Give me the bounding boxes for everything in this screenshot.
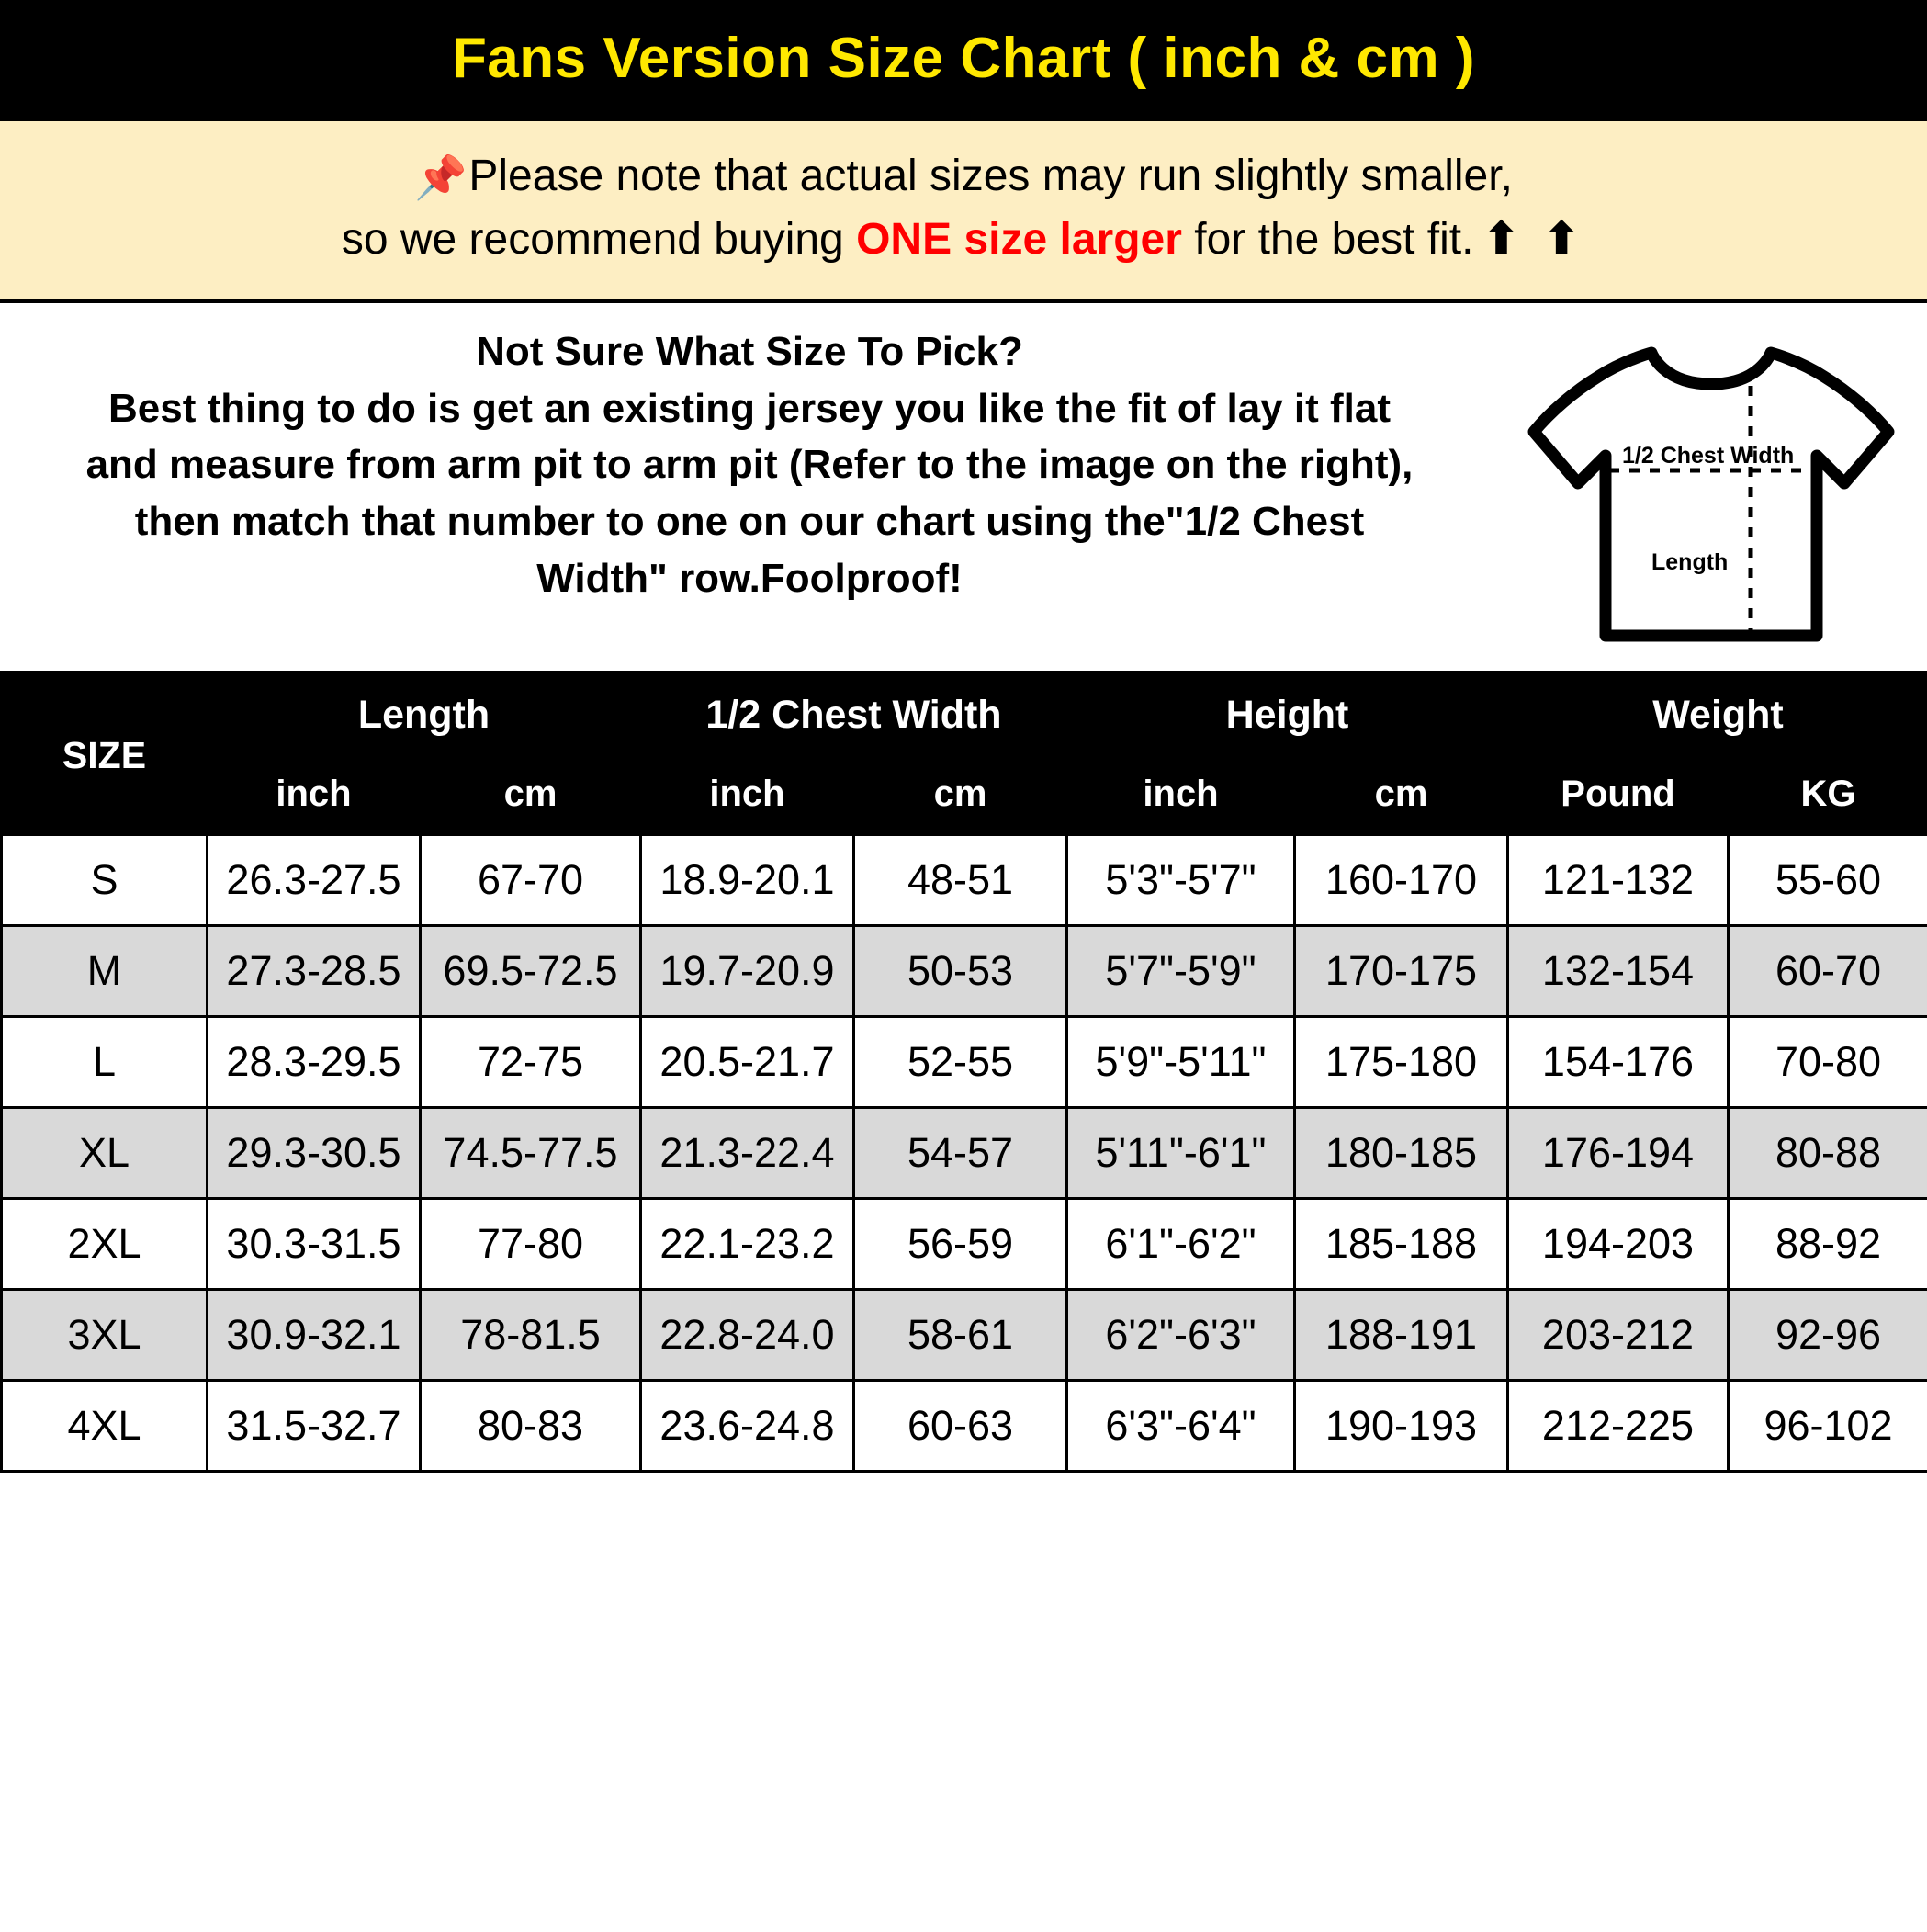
up-arrows-icon: ⬆ ⬆ [1482, 214, 1586, 264]
cell-weight-pound: 194-203 [1508, 1198, 1729, 1289]
column-header-length-inch: inch [208, 753, 421, 834]
cell-length-cm: 74.5-77.5 [421, 1107, 641, 1198]
cell-length-inch: 27.3-28.5 [208, 925, 421, 1016]
note-line-1 [28, 145, 1899, 208]
cell-weight-pound: 203-212 [1508, 1289, 1729, 1380]
cell-chest-cm: 52-55 [854, 1016, 1067, 1107]
size-note-banner [0, 121, 1927, 302]
column-group-height: Height [1067, 676, 1508, 753]
cell-height-cm: 180-185 [1295, 1107, 1508, 1198]
cell-height-inch: 6'1"-6'2" [1067, 1198, 1295, 1289]
column-group-length: Length [208, 676, 641, 753]
cell-height-cm: 160-170 [1295, 834, 1508, 925]
cell-weight-kg: 96-102 [1729, 1380, 1927, 1471]
table-row [2, 1198, 1927, 1289]
cell-size: M [2, 925, 208, 1016]
cell-length-cm: 77-80 [421, 1198, 641, 1289]
help-paragraph-line-2: and measure from arm pit to arm pit (Refer to the image on the right), [85, 442, 1414, 488]
cell-weight-kg: 60-70 [1729, 925, 1927, 1016]
cell-height-inch: 5'3"-5'7" [1067, 834, 1295, 925]
help-paragraph-line-4: Width" row.Foolproof! [536, 556, 963, 602]
table-group-header-row [2, 676, 1927, 753]
cell-weight-pound: 212-225 [1508, 1380, 1729, 1471]
note-line-2-prefix: so we recommend buying [341, 214, 857, 264]
pushpin-icon: 📌 [414, 153, 468, 202]
cell-weight-kg: 80-88 [1729, 1107, 1927, 1198]
cell-length-inch: 30.9-32.1 [208, 1289, 421, 1380]
cell-weight-kg: 92-96 [1729, 1289, 1927, 1380]
help-heading: Not Sure What Size To Pick? [476, 328, 1023, 374]
cell-length-inch: 26.3-27.5 [208, 834, 421, 925]
cell-length-cm: 80-83 [421, 1380, 641, 1471]
measuring-help-block [0, 303, 1927, 675]
cell-chest-inch: 22.8-24.0 [641, 1289, 854, 1380]
cell-length-inch: 31.5-32.7 [208, 1380, 421, 1471]
column-header-length-cm: cm [421, 753, 641, 834]
cell-weight-kg: 88-92 [1729, 1198, 1927, 1289]
table-row [2, 1289, 1927, 1380]
cell-height-cm: 188-191 [1295, 1289, 1508, 1380]
cell-chest-cm: 58-61 [854, 1289, 1067, 1380]
column-header-chest-cm: cm [854, 753, 1067, 834]
title-bar [0, 0, 1927, 121]
column-header-weight-pound: Pound [1508, 753, 1729, 834]
cell-chest-inch: 22.1-23.2 [641, 1198, 854, 1289]
cell-chest-cm: 48-51 [854, 834, 1067, 925]
table-row [2, 834, 1927, 925]
cell-chest-cm: 56-59 [854, 1198, 1067, 1289]
cell-chest-inch: 21.3-22.4 [641, 1107, 854, 1198]
note-line-2 [28, 209, 1899, 271]
cell-length-inch: 29.3-30.5 [208, 1107, 421, 1198]
cell-height-inch: 6'2"-6'3" [1067, 1289, 1295, 1380]
cell-height-inch: 5'7"-5'9" [1067, 925, 1295, 1016]
table-row [2, 1107, 1927, 1198]
cell-weight-kg: 55-60 [1729, 834, 1927, 925]
column-group-chest-width: 1/2 Chest Width [641, 676, 1067, 753]
cell-chest-cm: 50-53 [854, 925, 1067, 1016]
table-unit-header-row [2, 753, 1927, 834]
tshirt-measure-diagram [1514, 333, 1909, 654]
tshirt-diagram-container [1495, 325, 1927, 654]
help-paragraph-line-1: Best thing to do is get an existing jersey you like the fit of lay it flat [107, 385, 1391, 431]
cell-length-cm: 67-70 [421, 834, 641, 925]
length-label: Length [1651, 548, 1729, 575]
column-header-size: SIZE [2, 676, 208, 834]
page-title: Fans Version Size Chart ( inch & cm ) [451, 27, 1476, 90]
cell-size: S [2, 834, 208, 925]
note-line-2-suffix: for the best fit. [1181, 214, 1474, 264]
cell-height-cm: 185-188 [1295, 1198, 1508, 1289]
cell-size: XL [2, 1107, 208, 1198]
size-table [0, 675, 1927, 1473]
cell-chest-cm: 60-63 [854, 1380, 1067, 1471]
column-group-weight: Weight [1508, 676, 1927, 753]
cell-length-inch: 30.3-31.5 [208, 1198, 421, 1289]
note-line-1-text: Please note that actual sizes may run slightly smaller, [468, 152, 1513, 201]
cell-chest-inch: 18.9-20.1 [641, 834, 854, 925]
cell-length-cm: 78-81.5 [421, 1289, 641, 1380]
cell-chest-inch: 19.7-20.9 [641, 925, 854, 1016]
note-emphasis: ONE size larger [856, 214, 1182, 264]
cell-length-cm: 72-75 [421, 1016, 641, 1107]
cell-size: 4XL [2, 1380, 208, 1471]
column-header-height-cm: cm [1295, 753, 1508, 834]
cell-height-cm: 190-193 [1295, 1380, 1508, 1471]
cell-chest-inch: 23.6-24.8 [641, 1380, 854, 1471]
cell-height-inch: 5'11"-6'1" [1067, 1107, 1295, 1198]
column-header-height-inch: inch [1067, 753, 1295, 834]
cell-height-cm: 170-175 [1295, 925, 1508, 1016]
cell-weight-pound: 121-132 [1508, 834, 1729, 925]
cell-length-cm: 69.5-72.5 [421, 925, 641, 1016]
cell-weight-pound: 132-154 [1508, 925, 1729, 1016]
cell-chest-cm: 54-57 [854, 1107, 1067, 1198]
help-paragraph-line-3: then match that number to one on our chart using the"1/2 Chest [134, 499, 1365, 545]
column-header-chest-inch: inch [641, 753, 854, 834]
size-table-head [2, 676, 1927, 834]
cell-length-inch: 28.3-29.5 [208, 1016, 421, 1107]
chest-width-label: 1/2 Chest Width [1622, 442, 1795, 469]
cell-size: 3XL [2, 1289, 208, 1380]
cell-weight-pound: 154-176 [1508, 1016, 1729, 1107]
cell-weight-kg: 70-80 [1729, 1016, 1927, 1107]
table-row [2, 925, 1927, 1016]
cell-height-cm: 175-180 [1295, 1016, 1508, 1107]
measuring-help-text [0, 325, 1495, 606]
cell-height-inch: 5'9"-5'11" [1067, 1016, 1295, 1107]
table-row [2, 1380, 1927, 1471]
column-header-weight-kg: KG [1729, 753, 1927, 834]
size-table-body [2, 834, 1927, 1471]
cell-height-inch: 6'3"-6'4" [1067, 1380, 1295, 1471]
table-row [2, 1016, 1927, 1107]
cell-size: L [2, 1016, 208, 1107]
cell-weight-pound: 176-194 [1508, 1107, 1729, 1198]
cell-size: 2XL [2, 1198, 208, 1289]
cell-chest-inch: 20.5-21.7 [641, 1016, 854, 1107]
